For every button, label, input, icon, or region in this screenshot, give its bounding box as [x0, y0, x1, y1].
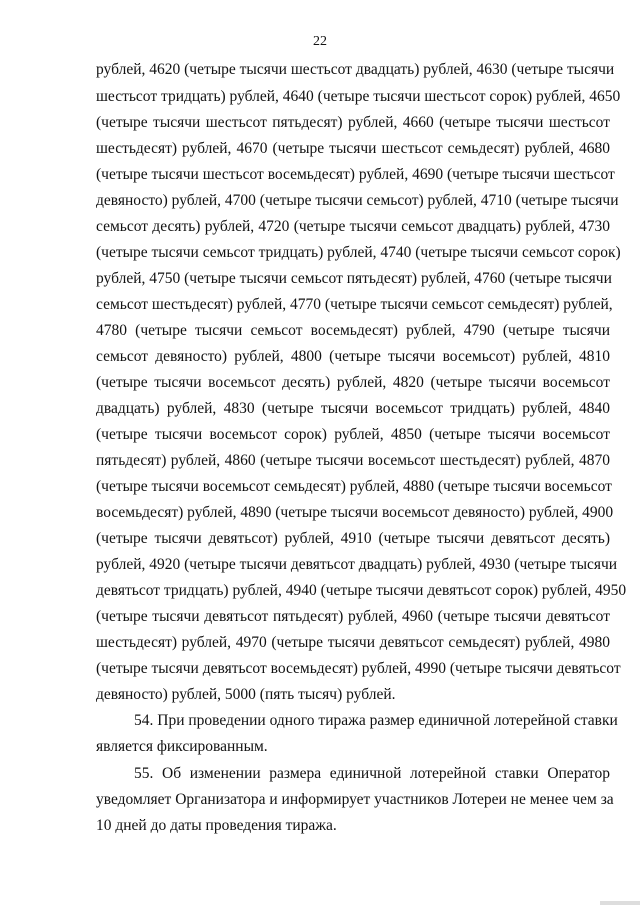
- text-line: семьсот девяносто) рублей, 4800 (четыре тысячи восемьсот) рублей, 4810: [96, 348, 610, 365]
- text-line: (четыре тысячи шестьсот восемьдесят) рублей, 4690 (четыре тысячи шестьсот: [96, 166, 615, 183]
- text-line: шестьдесят) рублей, 4970 (четыре тысячи девятьсот семьдесят) рублей, 4980: [96, 634, 610, 651]
- text-line: семьсот шестьдесят) рублей, 4770 (четыре тысячи семьсот семьдесят) рублей,: [96, 296, 613, 313]
- paragraph-54-line: является фиксированным.: [96, 738, 268, 755]
- text-line: девяносто) рублей, 4700 (четыре тысячи семьсот) рублей, 4710 (четыре тысячи: [96, 192, 619, 209]
- text-line: (четыре тысячи восемьсот семьдесят) рублей, 4880 (четыре тысячи восемьсот: [96, 478, 612, 495]
- text-line: 4780 (четыре тысячи семьсот восемьдесят) рублей, 4790 (четыре тысячи: [96, 322, 610, 339]
- text-line: (четыре тысячи семьсот тридцать) рублей, 4740 (четыре тысячи семьсот сорок): [96, 244, 621, 261]
- text-line: рублей, 4750 (четыре тысячи семьсот пятьдесят) рублей, 4760 (четыре тысячи: [96, 270, 612, 287]
- text-line: (четыре тысячи девятьсот пятьдесят) рублей, 4960 (четыре тысячи девятьсот: [96, 608, 610, 625]
- paragraph-55-line: уведомляет Организатора и информирует участников Лотереи не менее чем за: [96, 791, 614, 808]
- page-number: 22: [313, 34, 327, 49]
- text-line: шестьсот тридцать) рублей, 4640 (четыре тысячи шестьсот сорок) рублей, 4650: [96, 88, 621, 105]
- text-line: семьсот десять) рублей, 4720 (четыре тысячи семьсот двадцать) рублей, 4730: [96, 218, 610, 235]
- text-line: (четыре тысячи восемьсот сорок) рублей, 4850 (четыре тысячи восемьсот: [96, 426, 610, 443]
- text-line: рублей, 4920 (четыре тысячи девятьсот двадцать) рублей, 4930 (четыре тысячи: [96, 556, 618, 573]
- text-line: девятьсот тридцать) рублей, 4940 (четыре тысячи девятьсот сорок) рублей, 4950: [96, 582, 627, 599]
- text-line: (четыре тысячи шестьсот пятьдесят) рублей, 4660 (четыре тысячи шестьсот: [96, 114, 610, 131]
- paragraph-55-line: 55. Об изменении размера единичной лотерейной ставки Оператор: [134, 765, 610, 782]
- paragraph-55-line: 10 дней до даты проведения тиража.: [96, 817, 337, 834]
- text-line: (четыре тысячи восемьсот десять) рублей, 4820 (четыре тысячи восемьсот: [96, 374, 610, 391]
- text-line: девяносто) рублей, 5000 (пять тысяч) рублей.: [96, 686, 396, 703]
- text-line: рублей, 4620 (четыре тысячи шестьсот двадцать) рублей, 4630 (четыре тысячи: [96, 61, 615, 78]
- text-line: восемьдесят) рублей, 4890 (четыре тысячи восемьсот девяносто) рублей, 4900: [96, 504, 614, 521]
- text-line: шестьдесят) рублей, 4670 (четыре тысячи шестьсот семьдесят) рублей, 4680: [96, 140, 610, 157]
- scan-edge-mark: [600, 901, 640, 905]
- text-line: двадцать) рублей, 4830 (четыре тысячи восемьсот тридцать) рублей, 4840: [96, 400, 610, 417]
- text-line: (четыре тысячи девятьсот восемьдесят) рублей, 4990 (четыре тысячи девятьсот: [96, 660, 621, 677]
- text-line: (четыре тысячи девятьсот) рублей, 4910 (четыре тысячи девятьсот десять): [96, 530, 610, 547]
- text-line: пятьдесят) рублей, 4860 (четыре тысячи восемьсот шестьдесят) рублей, 4870: [96, 452, 610, 469]
- paragraph-54-line: 54. При проведении одного тиража размер единичной лотерейной ставки: [134, 712, 618, 729]
